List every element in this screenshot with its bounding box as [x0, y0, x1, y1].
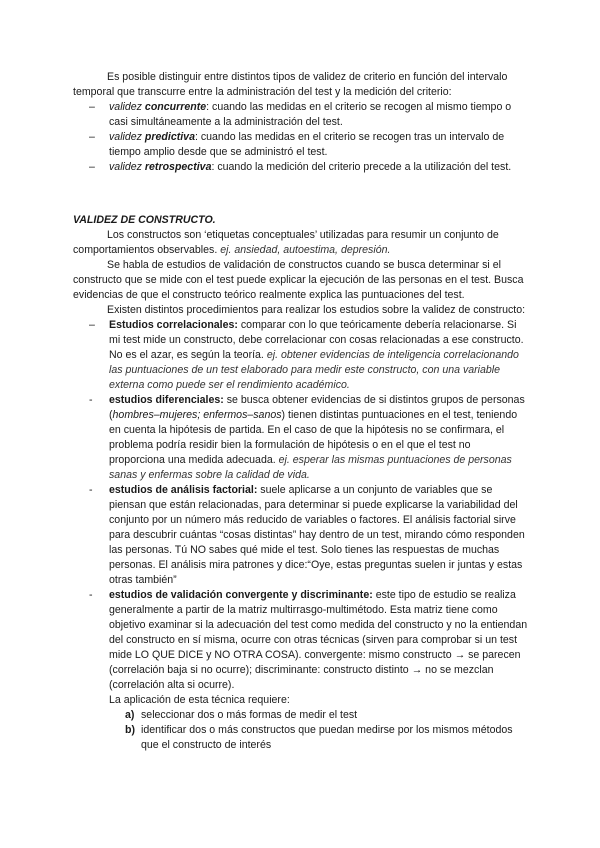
list-item: [73, 100, 528, 130]
bullet-dash: -: [89, 394, 93, 406]
list-item: [73, 708, 528, 723]
list-item: [73, 723, 528, 753]
list-item: [73, 588, 528, 693]
item-prefix: validez: [109, 131, 145, 143]
example-text: ej. ansiedad, autoestima, depresión.: [220, 244, 391, 256]
item-title: estudios diferenciales:: [109, 394, 224, 406]
list-item: [73, 393, 528, 483]
list-item: [73, 160, 528, 175]
item-term: predictiva: [144, 131, 195, 143]
item-text: se busca obtener evidencias de si distintos grupos de personas (: [109, 394, 525, 421]
section-heading: VALIDEZ DE CONSTRUCTO.: [73, 214, 216, 226]
item-title: Estudios correlacionales:: [109, 319, 238, 331]
document-page: [73, 70, 528, 753]
bullet-dash: -: [89, 484, 93, 496]
criterion-types-list: [73, 100, 528, 175]
item-letter: b): [125, 724, 135, 736]
item-text: : cuando las medidas en el criterio se recogen al mismo tiempo o casi simultáneamente a la administración del test.: [109, 101, 512, 128]
application-intro: La aplicación de esta técnica requiere:: [109, 694, 290, 706]
groups-text: hombres–mujeres; enfermos–sanos: [112, 409, 282, 421]
item-title: estudios de validación convergente y discriminante:: [109, 589, 373, 601]
intro-paragraph: Es posible distinguir entre distintos tipos de validez de criterio en función del intervalo temporal que transcurre entre la administración del test y la medición del criterio:: [73, 71, 508, 98]
item-letter: a): [125, 709, 135, 721]
bullet-dash: –: [89, 101, 95, 113]
validation-paragraph: Se habla de estudios de validación de constructos cuando se busca determinar si el constructo que se mide con el test puede explicar la ejecución de las personas en el test. Busca evidencias de que el constructo teórico realmente explica las puntuaciones del test.: [73, 259, 524, 301]
item-text: : cuando la medición del criterio precede a la utilización del test.: [211, 161, 512, 173]
item-text: identificar dos o más constructos que puedan medirse por los mismos métodos que el constructo de interés: [141, 724, 513, 751]
list-item: [73, 130, 528, 160]
item-text: seleccionar dos o más formas de medir el test: [141, 709, 358, 721]
item-title: estudios de análisis factorial:: [109, 484, 258, 496]
item-prefix: validez: [109, 101, 145, 113]
list-item: [73, 483, 528, 588]
bullet-dash: –: [89, 131, 95, 143]
example-text: ej. esperar las mismas puntuaciones de personas sanas y enfermas sobre la calidad de vida.: [109, 454, 512, 481]
item-term: concurrente: [144, 101, 207, 113]
bullet-dash: -: [89, 589, 93, 601]
constructs-paragraph: [73, 228, 528, 258]
list-item: [73, 318, 528, 393]
item-text: : cuando las medidas en el criterio se recogen tras un intervalo de tiempo amplio desde que se administró el test.: [109, 131, 505, 158]
studies-list: [73, 318, 528, 693]
item-prefix: validez: [109, 161, 145, 173]
item-text: comparar con lo que teóricamente debería relacionarse. Si mi test mide un constructo, debe correlacionar con cosas relacionadas a ese constructo. No es el azar, es según la teoría.: [109, 319, 524, 361]
example-text: ej. obtener evidencias de inteligencia correlacionando las puntuaciones de un test elaborado para medir este constructo, con una variable externa como puede ser el rendimiento académico.: [109, 349, 519, 391]
item-term: retrospectiva: [144, 161, 212, 173]
application-list: [73, 708, 528, 753]
procedures-paragraph: Existen distintos procedimientos para realizar los estudios sobre la validez de constructo:: [107, 304, 526, 316]
item-text: ) tienen distintas puntuaciones en el test, teniendo en cuenta la hipótesis de partida. En el caso de que la hipótesis no se confirmara, el problema podría residir bien la formulación de hipótesis o en el que el test no proporciona una medida adecuada.: [109, 409, 518, 466]
bullet-dash: –: [89, 319, 95, 331]
paragraph-text: Los constructos son ‘etiquetas conceptuales’ utilizadas para resumir un conjunto de comportamientos observables.: [73, 229, 499, 256]
item-text: suele aplicarse a un conjunto de variables que se piensan que están relacionadas, para determinar si puede explicarse la variabilidad del conjunto por un número más reducido de variables o factores. El análisis factorial sirve para descubrir cuántas “cosas distintas” hay dentro de un test, mirando cómo responden las personas. Tú NO sabes qué mide el test. Solo tienes las respuestas de muchas personas. El análisis mira patrones y dice:“Oye, estas preguntas suelen ir juntas y estas otras también”: [109, 484, 525, 586]
item-text: este tipo de estudio se realiza generalmente a partir de la matriz multirrasgo-multimétodo. Esta matriz tiene como objetivo examinar si la adecuación del test como medida del constructo y no la entiendan del constructo en sí misma, ocurre con otras técnicas (sirven para comprobar si un test mide LO QUE DICE y NO OTRA COSA). convergente: mismo constructo → se parecen (correlación baja si no ocurre); discriminante: constructo distinto → no se mezclan (correlación alta si ocurre).: [109, 589, 528, 691]
bullet-dash: –: [89, 161, 95, 173]
